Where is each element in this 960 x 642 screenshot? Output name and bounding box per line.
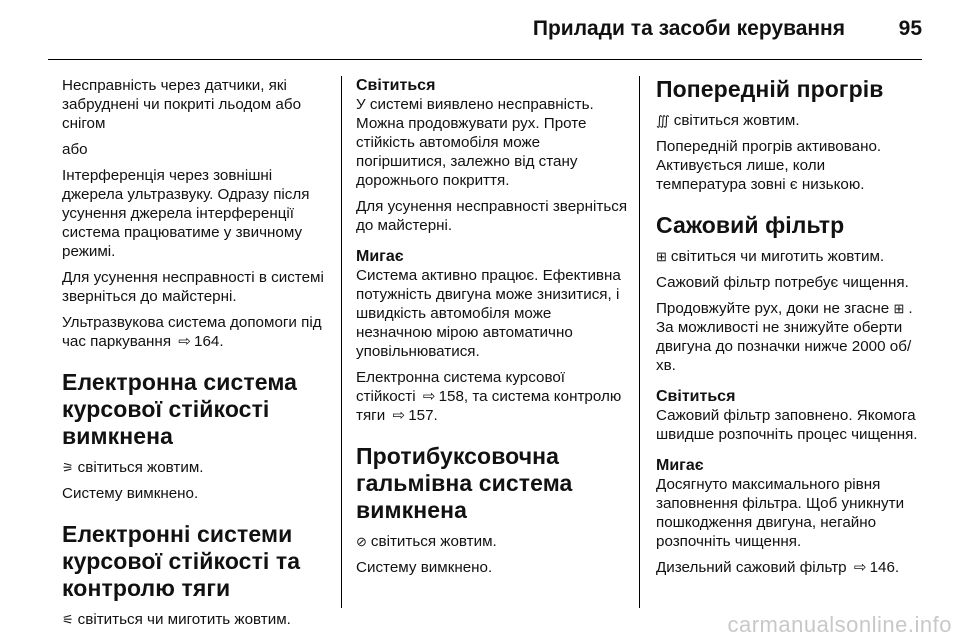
section-heading: Попередній прогрів — [656, 76, 884, 102]
paragraph — [356, 532, 628, 551]
column-divider — [639, 76, 640, 608]
paragraph: Інтерференція через зовнішні джерела ультразвуку. Одразу після усунення джерела інтерференції система працюватиме у звичному режимі. — [62, 167, 310, 260]
page-reference-arrow-icon: ⇨ — [422, 388, 436, 405]
header-rule — [48, 59, 922, 60]
paragraph — [656, 299, 918, 375]
column-1 — [62, 76, 330, 636]
paragraph: Сажовий фільтр заповнено. Якомога швидше розпочніть процес чищення. — [656, 407, 918, 443]
paragraph: Для усунення несправності зверніться до майстерні. — [356, 198, 628, 234]
paragraph-text: . За можливості не знижуйте оберти двигуна до позначки нижче 2000 об/хв. — [656, 300, 913, 374]
paragraph-text: світиться жовтим. — [77, 459, 204, 476]
paragraph: У системі виявлено несправність. Можна продовжувати рух. Проте стійкість автомобіля може погіршитися, залежно від стану дорожнього покриття. — [356, 96, 594, 189]
esc-off-icon: ⚞ — [62, 460, 74, 475]
paragraph: Сажовий фільтр потребує чищення. — [656, 274, 909, 291]
subheading: Мигає — [356, 248, 404, 265]
subheading: Світиться — [656, 388, 736, 405]
page-number: 95 — [898, 17, 922, 40]
page-title: Прилади та засоби керування — [532, 17, 845, 40]
page-reference[interactable]: 164. — [194, 333, 224, 350]
paragraph-text: світиться жовтим. — [370, 533, 497, 550]
paragraph — [62, 610, 330, 629]
paragraph-text: світиться жовтим. — [673, 112, 800, 129]
paragraph: Несправність через датчики, які забруднені чи покриті льодом або снігом — [62, 77, 302, 132]
column-3 — [656, 76, 918, 584]
section-heading: Протибуксовочна гальмівна система вимкнена — [356, 443, 573, 523]
traction-off-icon: ⊘ — [356, 534, 367, 549]
page-header — [0, 0, 960, 60]
paragraph — [656, 247, 918, 266]
section-heading: Електронна система курсової стійкості вимкнена — [62, 369, 298, 449]
page-reference[interactable]: 158, та система контролю тяги — [356, 388, 622, 424]
subheading: Мигає — [656, 457, 704, 474]
page-reference-arrow-icon: ⇨ — [853, 559, 867, 576]
paragraph: Для усунення несправності в системі зверніться до майстерні. — [62, 269, 324, 305]
paragraph — [62, 458, 330, 477]
preheat-coil-icon: ∭ — [656, 113, 670, 128]
paragraph — [356, 368, 628, 425]
paragraph: Систему вимкнено. — [62, 485, 199, 502]
paragraph: або — [62, 141, 88, 158]
paragraph: Система активно працює. Ефективна потужність двигуна може знизитися, і швидкість автомобіля може незначною мірою автоматично уповільнюватися. — [356, 267, 621, 360]
paragraph-text: світиться чи миготить жовтим. — [77, 611, 291, 628]
paragraph — [656, 111, 918, 130]
paragraph-text: Продовжуйте рух, доки не згасне — [656, 300, 890, 317]
paragraph: Попередній прогрів активовано. Активується лише, коли температура зовні є низькою. — [656, 138, 882, 193]
column-divider — [341, 76, 342, 608]
page-reference-arrow-icon: ⇨ — [392, 407, 406, 424]
section-heading: Сажовий фільтр — [656, 212, 845, 238]
paragraph-text: світиться чи миготить жовтим. — [670, 248, 885, 265]
paragraph-text: Дизельний сажовий фільтр — [656, 559, 847, 576]
page-reference-arrow-icon: ⇨ — [178, 333, 192, 350]
soot-filter-icon: ⊞ — [656, 249, 667, 264]
paragraph-text: Ультразвукова система допомоги під час паркування — [62, 314, 322, 350]
paragraph: Систему вимкнено. — [356, 559, 493, 576]
section-heading: Електронні системи курсової стійкості та контролю тяги — [62, 521, 301, 601]
paragraph — [656, 558, 918, 577]
paragraph-text: Електронна система курсової стійкості — [356, 369, 566, 405]
esc-traction-icon: ⚟ — [62, 612, 74, 627]
page-reference[interactable]: 146. — [869, 559, 900, 576]
paragraph — [62, 313, 330, 351]
subheading: Світиться — [356, 77, 436, 94]
watermark: carmanualsonline.info — [727, 612, 952, 637]
soot-filter-icon: ⊞ — [893, 301, 905, 316]
paragraph: Досягнуто максимального рівня заповнення фільтра. Щоб уникнути пошкодження двигуна, негайно розпочніть чищення. — [656, 476, 905, 550]
column-2 — [356, 76, 628, 584]
page-reference[interactable]: 157. — [408, 407, 438, 424]
